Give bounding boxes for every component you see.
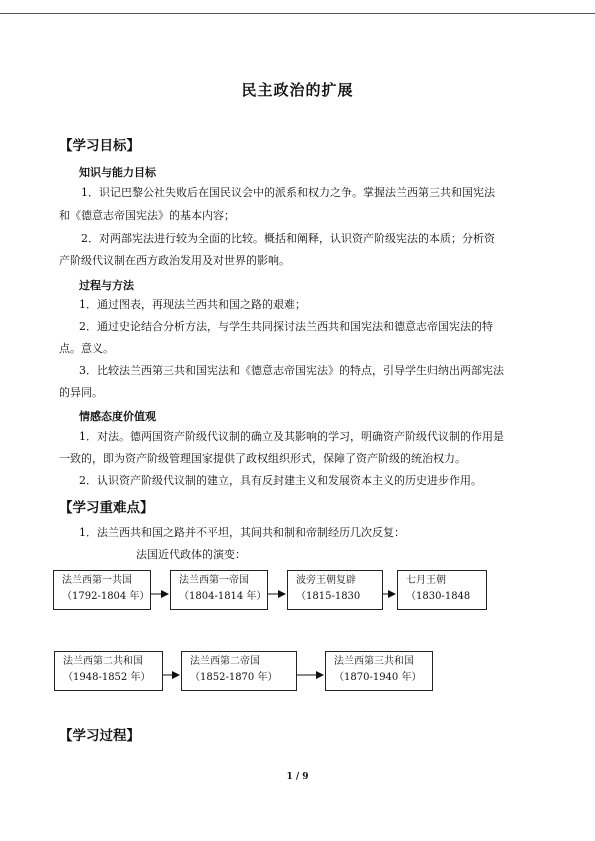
knowledge-para-1-line-2: 和《德意志帝国宪法》的基本内容；	[59, 209, 235, 222]
knowledge-para-2-line-1: 2．对两部宪法进行较为全面的比较。概括和阐释，认识资产阶级宪法的本质；分析资	[81, 232, 495, 245]
method-para-3-line-1: 3．比较法兰西第三共和国宪法和《德意志帝国宪法》的特点，引导学生归纳出两部宪法	[79, 364, 504, 377]
flow-box-years: （1830-1848	[406, 591, 471, 602]
method-para-1: 1．通过图表，再现法兰西共和国之路的艰难；	[79, 298, 306, 311]
flow-box-name: 法兰西第一共国	[62, 575, 132, 586]
flow-box-years: （1852-1870 年）	[190, 672, 278, 683]
diagram-caption: 法国近代政体的演变：	[136, 548, 246, 561]
section-heading-process: 【学习过程】	[59, 728, 140, 744]
flow-box-years: （1870-1940 年）	[334, 672, 422, 683]
page-title: 民主政治的扩展	[241, 81, 354, 99]
flow-box-years: （1792-1804 年）	[62, 591, 150, 602]
flow-box-name: 七月王朝	[406, 575, 446, 586]
subheading-attitude: 情感态度价值观	[79, 410, 156, 423]
method-para-2-line-1: 2．通过史论结合分析方法，与学生共同探讨法兰西共和国宪法和德意志帝国宪法的特	[79, 320, 493, 333]
method-para-3-line-2: 的异同。	[59, 386, 103, 399]
section-heading-goals: 【学习目标】	[59, 138, 140, 154]
attitude-para-1-line-1: 1．对法。德两国资产阶级代议制的确立及其影响的学习，明确资产阶级代议制的作用是	[79, 430, 504, 443]
method-para-2-line-2: 点。意义。	[59, 342, 114, 355]
flow-box-name: 法兰西第二共和国	[63, 656, 143, 667]
attitude-para-1-line-2: 一致的，即为资产阶级管理国家提供了政权组织形式，保障了资产阶级的统治权力。	[59, 452, 466, 465]
attitude-para-2: 2．认识资产阶级代议制的建立，具有反封建主义和发展资本主义的历史进步作用。	[79, 474, 482, 487]
flow-box-name: 法兰西第一帝国	[179, 575, 249, 586]
subheading-knowledge: 知识与能力目标	[79, 166, 156, 179]
flow-box-years: （1948-1852 年）	[63, 672, 151, 683]
flow-box-years: （1815-1830	[296, 591, 361, 602]
flow-box-name: 法兰西第三共和国	[334, 656, 414, 667]
subheading-method: 过程与方法	[79, 279, 134, 292]
key-para-1: 1．法兰西共和国之路并不平坦，其间共和制和帝制经历几次反复：	[79, 526, 405, 539]
knowledge-para-2-line-2: 产阶级代议制在西方政治发用及对世界的影响。	[59, 254, 290, 267]
flow-box-years: （1804-1814 年）	[179, 591, 267, 602]
knowledge-para-1-line-1: 1．识记巴黎公社失败后在国民议会中的派系和权力之争。掌握法兰西第三共和国宪法	[81, 186, 495, 199]
section-heading-key-points: 【学习重难点】	[59, 500, 154, 516]
flow-box-name: 波旁王朝复辟	[296, 575, 356, 586]
page-number: 1 / 9	[286, 772, 309, 782]
flow-box-name: 法兰西第二帝国	[190, 656, 260, 667]
